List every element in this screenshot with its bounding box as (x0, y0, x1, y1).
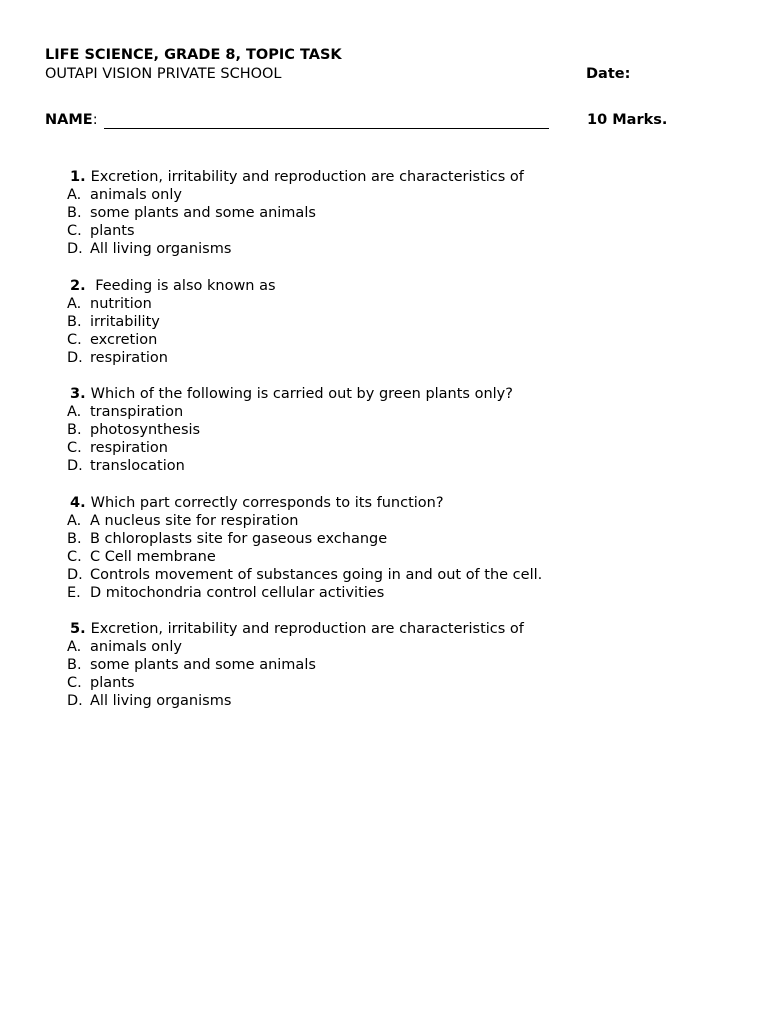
option-letter: B. (67, 422, 82, 438)
name-colon: : (92, 112, 98, 128)
option (67, 457, 185, 475)
question-number: 1. (70, 169, 86, 185)
option (67, 403, 183, 421)
option-letter: C. (67, 223, 82, 239)
option (67, 656, 316, 674)
option (67, 638, 182, 656)
option (67, 566, 542, 584)
option (67, 313, 160, 331)
option (67, 674, 135, 692)
option-letter: D. (67, 350, 83, 366)
option-text: plants (90, 675, 135, 691)
document-title: LIFE SCIENCE, GRADE 8, TOPIC TASK (45, 47, 342, 63)
question-text: Which part correctly corresponds to its function? (90, 495, 444, 511)
total-marks: 10 Marks. (587, 112, 668, 128)
option-letter: A. (67, 513, 82, 529)
option-letter: D. (67, 567, 83, 583)
option (67, 548, 216, 566)
question-stem (70, 620, 524, 638)
option-text: B chloroplasts site for gaseous exchange (90, 531, 388, 547)
option-text: some plants and some animals (90, 205, 316, 221)
date-label: Date: (586, 66, 631, 82)
option-text: A nucleus site for respiration (90, 513, 299, 529)
option-letter: D. (67, 458, 83, 474)
option (67, 692, 231, 710)
question-stem (70, 277, 276, 295)
question-stem (70, 494, 444, 512)
option-text: animals only (90, 639, 182, 655)
option-text: All living organisms (90, 241, 232, 257)
option-letter: B. (67, 531, 82, 547)
option-text: nutrition (90, 296, 152, 312)
school-name: OUTAPI VISION PRIVATE SCHOOL (45, 66, 282, 82)
option (67, 512, 299, 530)
option (67, 349, 168, 367)
option-text: respiration (90, 350, 168, 366)
option-text: plants (90, 223, 135, 239)
option-letter: C. (67, 675, 82, 691)
option-letter: A. (67, 639, 82, 655)
question-text: Which of the following is carried out by green plants only? (90, 386, 513, 402)
option-text: D mitochondria control cellular activities (90, 585, 385, 601)
question-number: 3. (70, 386, 86, 402)
option (67, 204, 316, 222)
question-number: 4. (70, 495, 86, 511)
option-text: C Cell membrane (90, 549, 216, 565)
option-letter: B. (67, 314, 82, 330)
option-letter: A. (67, 296, 82, 312)
option-text: respiration (90, 440, 168, 456)
option (67, 331, 157, 349)
option (67, 240, 231, 258)
option-letter: E. (67, 585, 81, 601)
name-field-label (45, 111, 98, 129)
option-text: excretion (90, 332, 158, 348)
option (67, 530, 387, 548)
option-letter: C. (67, 440, 82, 456)
option-letter: C. (67, 549, 82, 565)
option-text: Controls movement of substances going in and out of the cell. (90, 567, 543, 583)
option-letter: A. (67, 187, 82, 203)
option-letter: B. (67, 657, 82, 673)
option-letter: C. (67, 332, 82, 348)
option-letter: D. (67, 693, 83, 709)
option-text: photosynthesis (90, 422, 201, 438)
name-blank-line (104, 128, 549, 129)
option (67, 222, 135, 240)
option (67, 584, 384, 602)
option (67, 439, 168, 457)
option-letter: A. (67, 404, 82, 420)
option-text: some plants and some animals (90, 657, 316, 673)
option-letter: D. (67, 241, 83, 257)
name-label: NAME (45, 112, 93, 128)
option (67, 186, 182, 204)
question-number: 2. (70, 278, 86, 294)
option-text: All living organisms (90, 693, 232, 709)
option (67, 421, 200, 439)
option-text: irritability (90, 314, 160, 330)
question-number: 5. (70, 621, 86, 637)
question-text: Feeding is also known as (90, 278, 276, 294)
question-stem (70, 168, 524, 186)
option-text: animals only (90, 187, 182, 203)
question-stem (70, 385, 513, 403)
option-text: transpiration (90, 404, 184, 420)
option (67, 295, 152, 313)
option-text: translocation (90, 458, 185, 474)
option-letter: B. (67, 205, 82, 221)
question-text: Excretion, irritability and reproduction are characteristics of (90, 621, 524, 637)
question-text: Excretion, irritability and reproduction are characteristics of (90, 169, 524, 185)
